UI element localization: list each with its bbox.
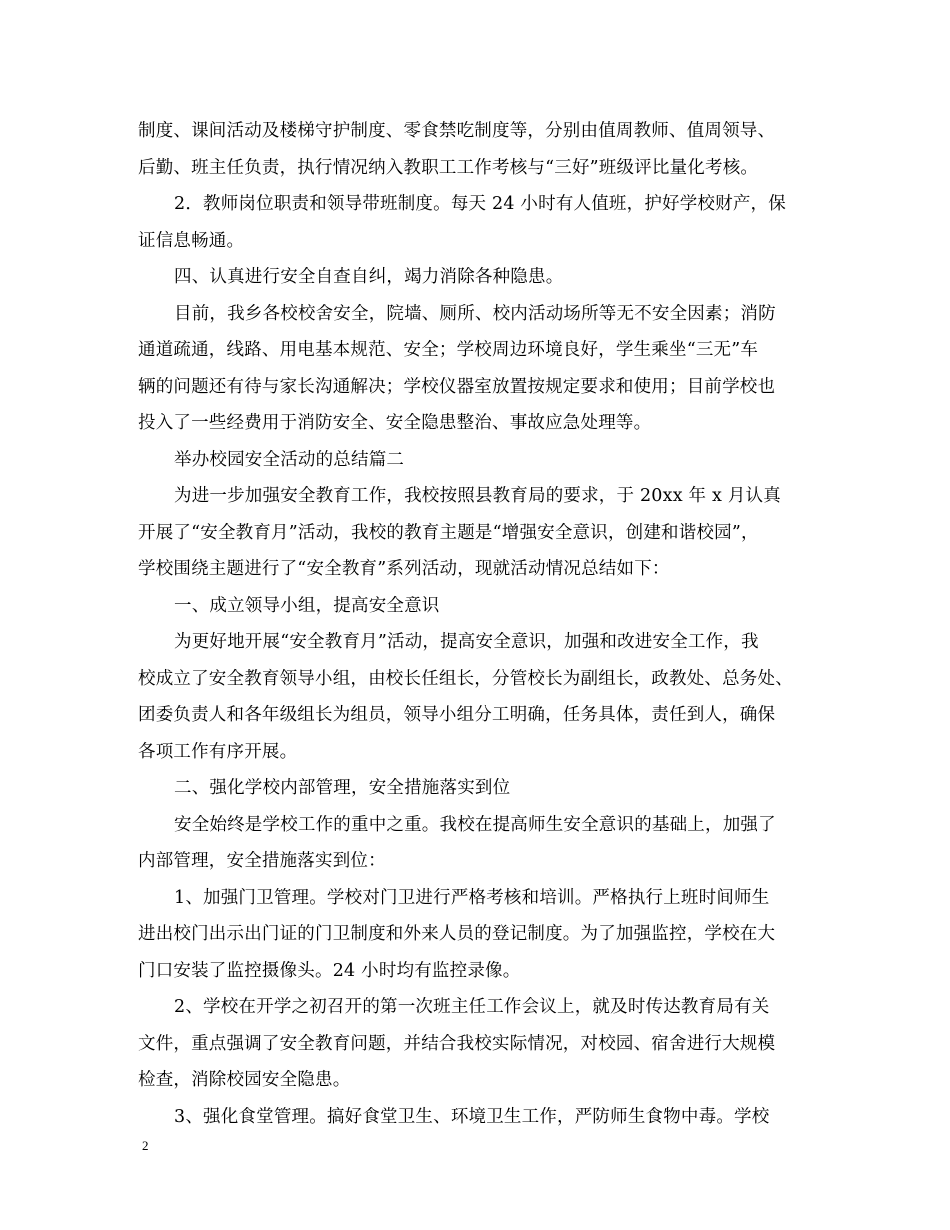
text-line: 开展了“安全教育月”活动，我校的教育主题是“增强安全意识，创建和谐校园”， bbox=[138, 522, 759, 543]
text-line: 通道疏通，线路、用电基本规范、安全；学校周边环境良好，学生乘坐“三无”车 bbox=[138, 340, 759, 360]
text-line: 安全始终是学校工作的重中之重。我校在提高师生安全意识的基础上，加强了 bbox=[174, 814, 776, 835]
text-line: 为进一步加强安全教育工作，我校按照县教育局的要求，于 20xx 年 x 月认真 bbox=[174, 486, 781, 506]
text-line: 校成立了安全教育领导小组，由校长任组长，分管校长为副组长，政教处、总务处、 bbox=[138, 668, 793, 689]
text-line: 四、认真进行安全自查自纠，竭力消除各种隐患。 bbox=[174, 267, 564, 287]
text-line: 证信息畅通。 bbox=[138, 230, 245, 251]
text-line: 1、加强门卫管理。学校对门卫进行严格考核和培训。严格执行上班时间师生 bbox=[174, 887, 770, 908]
text-line: 文件，重点强调了安全教育问题，并结合我校实际情况，对校园、宿舍进行大规模 bbox=[138, 1033, 776, 1054]
text-line: 为更好地开展“安全教育月”活动，提高安全意识，加强和改进安全工作，我 bbox=[174, 632, 759, 652]
text-line: 制度、课间活动及楼梯守护制度、零食禁吃制度等，分别由值周教师、值周领导、 bbox=[138, 121, 776, 141]
text-line: 内部管理，安全措施落实到位： bbox=[138, 851, 386, 871]
page-number: 2 bbox=[142, 1138, 149, 1153]
text-line: 举办校园安全活动的总结篇二 bbox=[174, 449, 405, 470]
text-line: 投入了一些经费用于消防安全、安全隐患整治、事故应急处理等。 bbox=[138, 413, 652, 433]
text-line: 一、成立领导小组，提高安全意识 bbox=[174, 595, 440, 616]
text-line: 检查，消除校园安全隐患。 bbox=[138, 1070, 351, 1090]
text-line: 目前，我乡各校校舍安全，院墙、厕所、校内活动场所等无不安全因素；消防 bbox=[174, 303, 776, 324]
text-line: 门口安装了监控摄像头。24 小时均有监控录像。 bbox=[138, 960, 521, 981]
text-line: 各项工作有序开展。 bbox=[138, 741, 298, 762]
text-line: 团委负责人和各年级组长为组员，领导小组分工明确，任务具体，责任到人，确保 bbox=[138, 705, 776, 725]
text-line: 2、学校在开学之初召开的第一次班主任工作会议上，就及时传达教育局有关 bbox=[174, 997, 770, 1017]
text-line: 后勤、班主任负责，执行情况纳入教职工工作考核与“三好”班级评比量化考核。 bbox=[138, 157, 759, 178]
text-line: 2．教师岗位职责和领导带班制度。每天 24 小时有人值班，护好学校财产，保 bbox=[174, 194, 786, 214]
text-line: 学校围绕主题进行了“安全教育”系列活动，现就活动情况总结如下： bbox=[138, 559, 670, 579]
text-line: 辆的问题还有待与家长沟通解决；学校仪器室放置按规定要求和使用；目前学校也 bbox=[138, 376, 776, 397]
text-line: 3、强化食堂管理。搞好食堂卫生、环境卫生工作，严防师生食物中毒。学校 bbox=[174, 1106, 770, 1127]
text-line: 二、强化学校内部管理，安全措施落实到位 bbox=[174, 778, 511, 798]
text-line: 进出校门出示出门证的门卫制度和外来人员的登记制度。为了加强监控，学校在大 bbox=[138, 924, 776, 944]
document-body bbox=[138, 113, 818, 1135]
